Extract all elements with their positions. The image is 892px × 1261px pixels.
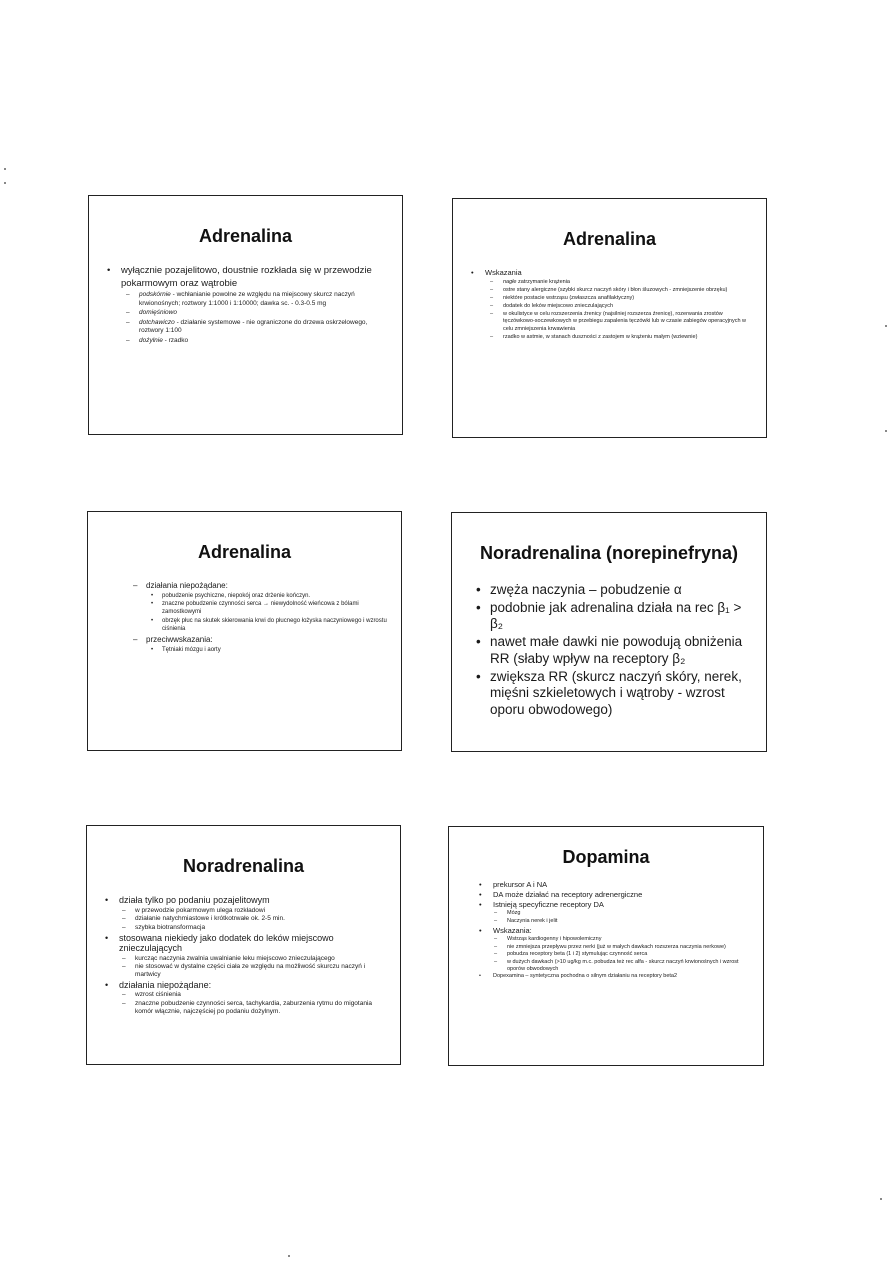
- list-item: – rzadko w astmie, w stanach duszności z zastojem w krążeniu małym (wziewnie): [503, 334, 752, 341]
- slide-4: [451, 512, 767, 752]
- list-item: – wzrost ciśnienia: [135, 991, 386, 999]
- list-item: • Wskazania:: [493, 926, 749, 935]
- list-item: • pobudzenie psychiczne, niepokój oraz drżenie kończyn.: [162, 593, 387, 601]
- list-item: – Mózg: [507, 910, 749, 917]
- slide-title: Noradrenalina: [182, 856, 305, 876]
- list-item: – domięśniowo: [139, 309, 388, 318]
- list-item: – ostre stany alergiczne (szybki skurcz naczyń skóry i błon śluzowych - zmniejszenie obrzęku): [503, 287, 752, 294]
- slide-content: [101, 895, 386, 1015]
- list-item: • nawet małe dawki nie powodują obniżenia RR (słaby wpływ na receptory β₂: [490, 634, 752, 667]
- slide-title: Noradrenalina (norepinefryna): [479, 543, 739, 563]
- list-item: – dodatek do leków miejscowo znieczulających: [503, 303, 752, 310]
- scan-artifact: [885, 325, 887, 327]
- scan-artifact: [885, 430, 887, 432]
- list-item: – Wstrząs kardiogenny i hipowolemiczny: [507, 936, 749, 943]
- slide-content: [472, 582, 752, 719]
- list-item: • obrzęk płuc na skutek skierowania krwi do płucnego łożyska naczyniowego i wzrostu ciśnienia: [162, 618, 387, 634]
- list-item: • Istnieją specyficzne receptory DA: [493, 900, 749, 909]
- list-item: – kurcząc naczynia zwalnia uwalnianie leku miejscowo znieczulającego: [135, 955, 386, 963]
- list-item: – dotchawiczo - działanie systemowe - nie ograniczone do drzewa oskrzelowego, roztwory 1:100: [139, 319, 388, 336]
- list-item: • DA może działać na receptory adrenergiczne: [493, 890, 749, 899]
- list-item: • działa tylko po podaniu pozajelitowym: [119, 895, 386, 906]
- list-item: • działania niepożądane:: [119, 980, 386, 991]
- list-item: – nie zmniejsza przepływu przez nerki (już w małych dawkach rozszerza naczynia nerkowe): [507, 944, 749, 951]
- list-item: – dożylnie - rzadko: [139, 337, 388, 346]
- scan-artifact: [880, 1198, 882, 1200]
- slide-content: [475, 880, 749, 980]
- list-item: – podskórnie - wchłanianie powolne ze względu na miejscowy skurcz naczyń krwionośnych; roztwory 1:1000 i 1:10000; dawka sc. - 0.3-0.5 mg: [139, 291, 388, 308]
- list-item: – w dużych dawkach (>10 ug/kg m.c. pobudza też rec alfa - skurcz naczyń krwionośnych i wzrost oporów obwodowych: [507, 959, 749, 972]
- list-item: • znaczne pobudzenie czynności serca → niewydolność wieńcowa z bólami zamostkowymi: [162, 601, 387, 617]
- list-item: • Dopexamina – syntetyczna pochodna o silnym działaniu na receptory beta2: [493, 973, 749, 980]
- slide-content: [467, 268, 752, 341]
- slide-1: [88, 195, 403, 435]
- list-item: • zwęża naczynia – pobudzenie α: [490, 582, 752, 599]
- list-item: – w przewodzie pokarmowym ulega rozkładowi: [135, 907, 386, 915]
- list-item: – nie stosować w dystalne części ciała ze względu na możliwość skurczu naczyń i martwicy: [135, 963, 386, 978]
- list-item: • Wskazania: [485, 268, 752, 278]
- list-item: • prekursor A i NA: [493, 880, 749, 889]
- list-item: – niektóre postacie wstrząsu (zwłaszcza anafilaktyczny): [503, 295, 752, 302]
- list-item: – pobudza receptory beta (1 i 2) stymulując czynność serca: [507, 951, 749, 958]
- list-item: • wyłącznie pozajelitowo, doustnie rozkłada się w przewodzie pokarmowym oraz wątrobie: [121, 265, 388, 290]
- list-item: – szybka biotransformacja: [135, 924, 386, 932]
- slide-content: [103, 265, 388, 346]
- list-item: – przeciwwskazania:: [146, 635, 387, 646]
- list-item: • Tętniaki mózgu i aorty: [162, 647, 387, 655]
- slide-2: [452, 198, 767, 438]
- slide-content: [128, 581, 387, 655]
- slide-title: Dopamina: [562, 847, 650, 867]
- list-item: – znaczne pobudzenie czynności serca, tachykardia, zaburzenia rytmu do migotania komór włącznie, najczęściej po podaniu dożylnym.: [135, 1000, 386, 1015]
- list-item: – w okulistyce w celu rozszerzenia źrenicy (najsilniej rozszerza źrenicę), rozerwania zrostów tęczówkowo-soczewkowych w przebiegu zapalenia tęczówki lub w czasie zabiegów operacyjnych w celu zmniejszenia krwawienia: [503, 311, 752, 332]
- slide-5: [86, 825, 401, 1065]
- slide-title: Adrenalina: [197, 542, 292, 562]
- list-item: – działanie natychmiastowe i krótkotrwałe ok. 2-5 min.: [135, 915, 386, 923]
- slide-6: [448, 826, 764, 1066]
- scan-artifact: [4, 182, 6, 184]
- list-item: • stosowana niekiedy jako dodatek do leków miejscowo znieczulających: [119, 933, 386, 954]
- list-item: • podobnie jak adrenalina działa na rec β₁ > β₂: [490, 600, 752, 633]
- list-item: – działania niepożądane:: [146, 581, 387, 592]
- list-item: • zwiększa RR (skurcz naczyń skóry, nerek, mięśni szkieletowych i wątroby - wzrost oporu obwodowego): [490, 669, 752, 719]
- slide-3: [87, 511, 402, 751]
- list-item: – Naczynia nerek i jelit: [507, 918, 749, 925]
- slide-title: Adrenalina: [562, 229, 657, 249]
- scan-artifact: [4, 168, 6, 170]
- scan-artifact: [288, 1255, 290, 1257]
- slide-title: Adrenalina: [198, 226, 293, 246]
- list-item: – nagłe zatrzymanie krążenia: [503, 279, 752, 286]
